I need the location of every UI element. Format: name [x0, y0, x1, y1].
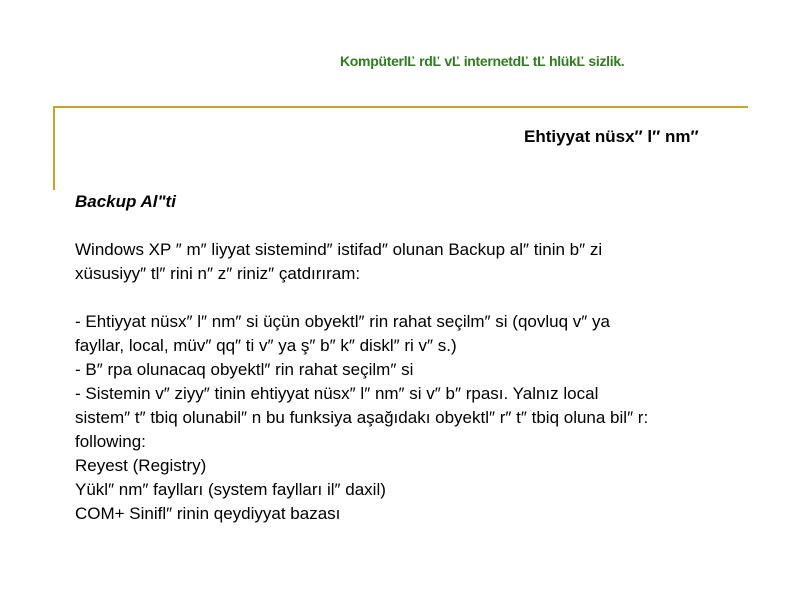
body-line [75, 214, 775, 238]
content-body [75, 190, 775, 526]
list-item-com-registry: COM+ Sinifl″ rinin qeydiyyat bazası [75, 504, 341, 523]
bullet-line: - Ehtiyyat nüsx″ l″ nm″ si üçün obyektl″ rin rahat seçilm″ si (qovluq v″ ya [75, 312, 610, 331]
body-line: following: [75, 432, 146, 451]
body-line: Windows XP ″ m″ liyyat sistemind″ istifad″ olunan Backup al″ tinin b″ zi [75, 240, 603, 259]
bullet-line: - B″ rpa olunacaq obyektl″ rin rahat seçilm″ si [75, 360, 414, 379]
body-line: xüsusiyy″ tl″ rini n″ z″ riniz″ çatdırıram: [75, 264, 361, 283]
slide-subtitle: Ehtiyyat nüsx″ l″ nm″ [524, 127, 699, 146]
body-line: sistem″ t″ tbiq olunabil″ n bu funksiya aşağıdakı obyektl″ r″ t″ tbiq oluna bil″ r: [75, 408, 649, 427]
body-line [75, 286, 775, 310]
list-item-registry: Reyest (Registry) [75, 456, 207, 475]
left-divider [53, 106, 55, 190]
list-item-boot-files: Yükl″ nm″ faylları (system faylları il″ daxil) [75, 480, 386, 499]
header-title: KompüterlĽ rdĽ vĽ internetdĽ tĽ hlükĽ sizlik. [340, 53, 625, 69]
section-heading: Backup Al"ti [75, 192, 176, 211]
body-line: fayllar, local, müv″ qq″ ti v″ ya ş″ b″ k″ diskl″ ri v″ s.) [75, 336, 457, 355]
bullet-line: - Sistemin v″ ziyy″ tinin ehtiyyat nüsx″ l″ nm″ si v″ b″ rpası. Yalnız local [75, 384, 599, 403]
top-divider [53, 106, 748, 108]
